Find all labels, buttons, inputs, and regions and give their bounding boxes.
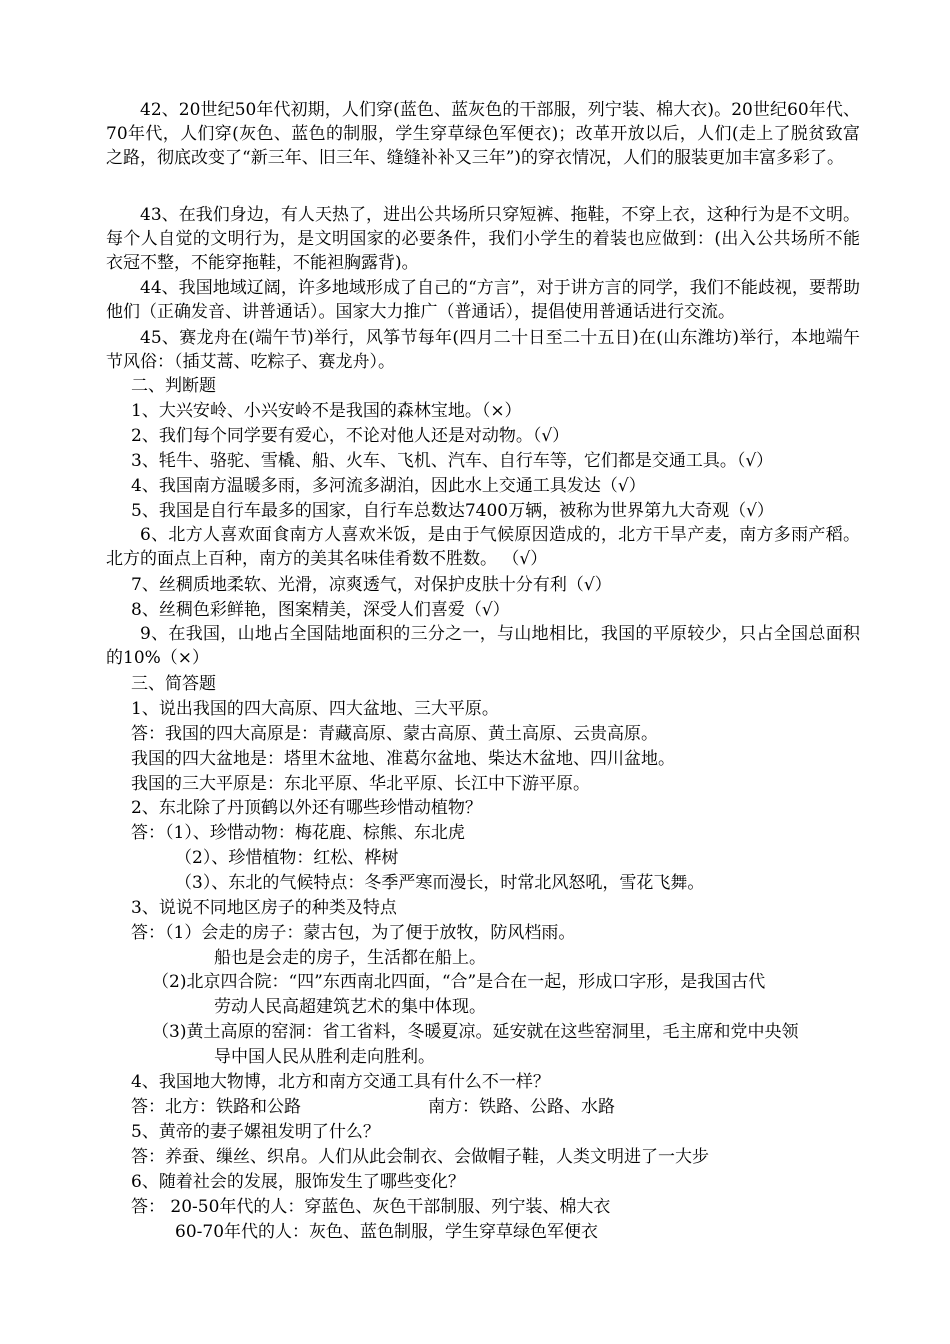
question-4: 4、我国地大物博，北方和南方交通工具有什么不一样？	[131, 1072, 550, 1092]
fill-item-42: 42、20世纪50年代初期，人们穿(蓝色、蓝灰色的干部服，列宁装、棉大衣)。20世纪60年代、70年代，人们穿(灰色、蓝色的制服，学生穿草绿色军便衣)；改革开放以后，人们(走上了脱贫致富之路，彻底改变了“新三年、旧三年、缝缝补补又三年”)的穿衣情况，人们的服装更加丰富多彩了。	[106, 100, 860, 168]
answer-1-plateaus: 答：我国的四大高原是：青藏高原、蒙古高原、黄土高原、云贵高原。	[131, 724, 658, 744]
judgement-item-8: 8、丝稠色彩鲜艳，图案精美，深受人们喜爱（√）	[131, 600, 510, 620]
question-6: 6、随着社会的发展，服饰发生了哪些变化？	[131, 1172, 465, 1192]
judgement-item-1: 1、大兴安岭、小兴安岭不是我国的森林宝地。（×）	[131, 401, 522, 421]
judgement-item-2: 2、我们每个同学要有爱心，不论对他人还是对动物。（√）	[131, 426, 570, 446]
answer-2-plants: （2）、珍惜植物：红松、桦树	[175, 848, 399, 868]
answer-3-boat: 船也是会走的房子，生活都在船上。	[214, 948, 486, 968]
answer-6-60-70s: 60-70年代的人：灰色、蓝色制服，学生穿草绿色军便衣	[175, 1222, 599, 1242]
section-heading-judgement: 二、判断题	[131, 376, 216, 396]
answer-3-mongolian-yurt: 答：（1）会走的房子：蒙古包，为了便于放牧，防风档雨。	[131, 923, 576, 943]
answer-1-basins: 我国的四大盆地是：塔里木盆地、准葛尔盆地、柴达木盆地、四川盆地。	[131, 749, 675, 769]
fill-item-44: 44、我国地域辽阔，许多地域形成了自己的“方言”，对于讲方言的同学，我们不能歧视，要帮助他们（正确发音、讲普通话）。国家大力推广（普通话），提倡使用普通话进行交流。	[106, 278, 860, 322]
answer-2-climate: （3）、东北的气候特点：冬季严寒而漫长，时常北风怒吼，雪花飞舞。	[175, 873, 705, 893]
question-2: 2、东北除了丹顶鹤以外还有哪些珍惜动植物？	[131, 798, 482, 818]
answer-3-cave-dwelling: （3)黄土高原的窑洞：省工省料，冬暖夏凉。延安就在这些窑洞里，毛主席和党中央领	[152, 1022, 799, 1042]
answer-1-plains: 我国的三大平原是：东北平原、华北平原、长江中下游平原。	[131, 774, 590, 794]
question-5: 5、黄帝的妻子嫘祖发明了什么？	[131, 1122, 380, 1142]
question-3: 3、说说不同地区房子的种类及特点	[131, 898, 397, 918]
judgement-item-4: 4、我国南方温暖多雨，多河流多湖泊，因此水上交通工具发达（√）	[131, 476, 646, 496]
answer-4-south: 南方：铁路、公路、水路	[428, 1097, 615, 1117]
judgement-item-6: 6、北方人喜欢面食南方人喜欢米饭，是由于气候原因造成的，北方干旱产麦，南方多雨产稻。北方的面点上百种，南方的美其名味佳肴数不胜数。 （√）	[106, 525, 860, 569]
answer-2-animals: 答：（1）、珍惜动物：梅花鹿、棕熊、东北虎	[131, 823, 465, 843]
judgement-item-9: 9、在我国，山地占全国陆地面积的三分之一，与山地相比，我国的平原较少，只占全国总面积的10%（×）	[106, 624, 860, 668]
question-1: 1、说出我国的四大高原、四大盆地、三大平原。	[131, 699, 499, 719]
judgement-item-5: 5、我国是自行车最多的国家，自行车总数达7400万辆，被称为世界第九大奇观（√）	[131, 501, 774, 521]
fill-item-43: 43、在我们身边，有人天热了，进出公共场所只穿短裤、拖鞋，不穿上衣，这种行为是不文明。每个人自觉的文明行为，是文明国家的必要条件，我们小学生的着装也应做到：(出入公共场所不能衣冠不整，不能穿拖鞋，不能袒胸露背)。	[106, 205, 860, 273]
answer-6-20-50s: 答： 20-50年代的人：穿蓝色、灰色干部制服、列宁装、棉大衣	[131, 1197, 611, 1217]
answer-5: 答：养蚕、缫丝、织帛。人们从此会制衣、会做帽子鞋，人类文明进了一大步	[131, 1147, 709, 1167]
section-heading-short-answer: 三、简答题	[131, 674, 216, 694]
answer-3-siheyuan-cont: 劳动人民高超建筑艺术的集中体现。	[214, 997, 486, 1017]
answer-3-siheyuan: （2)北京四合院：“四”东西南北四面，“合”是合在一起，形成口字形，是我国古代	[152, 972, 766, 992]
judgement-item-3: 3、牦牛、骆驼、雪橇、船、火车、飞机、汽车、自行车等，它们都是交通工具。（√）	[131, 451, 774, 471]
judgement-item-7: 7、丝稠质地柔软、光滑，凉爽透气，对保护皮肤十分有利（√）	[131, 575, 612, 595]
answer-3-cave-dwelling-cont: 导中国人民从胜利走向胜利。	[214, 1047, 435, 1067]
fill-item-45: 45、赛龙舟在(端午节)举行，风筝节每年(四月二十日至二十五日)在(山东潍坊)举行，本地端午节风俗：（插艾蒿、吃粽子、赛龙舟）。	[106, 328, 860, 372]
answer-4-north: 答：北方：铁路和公路	[131, 1097, 301, 1117]
